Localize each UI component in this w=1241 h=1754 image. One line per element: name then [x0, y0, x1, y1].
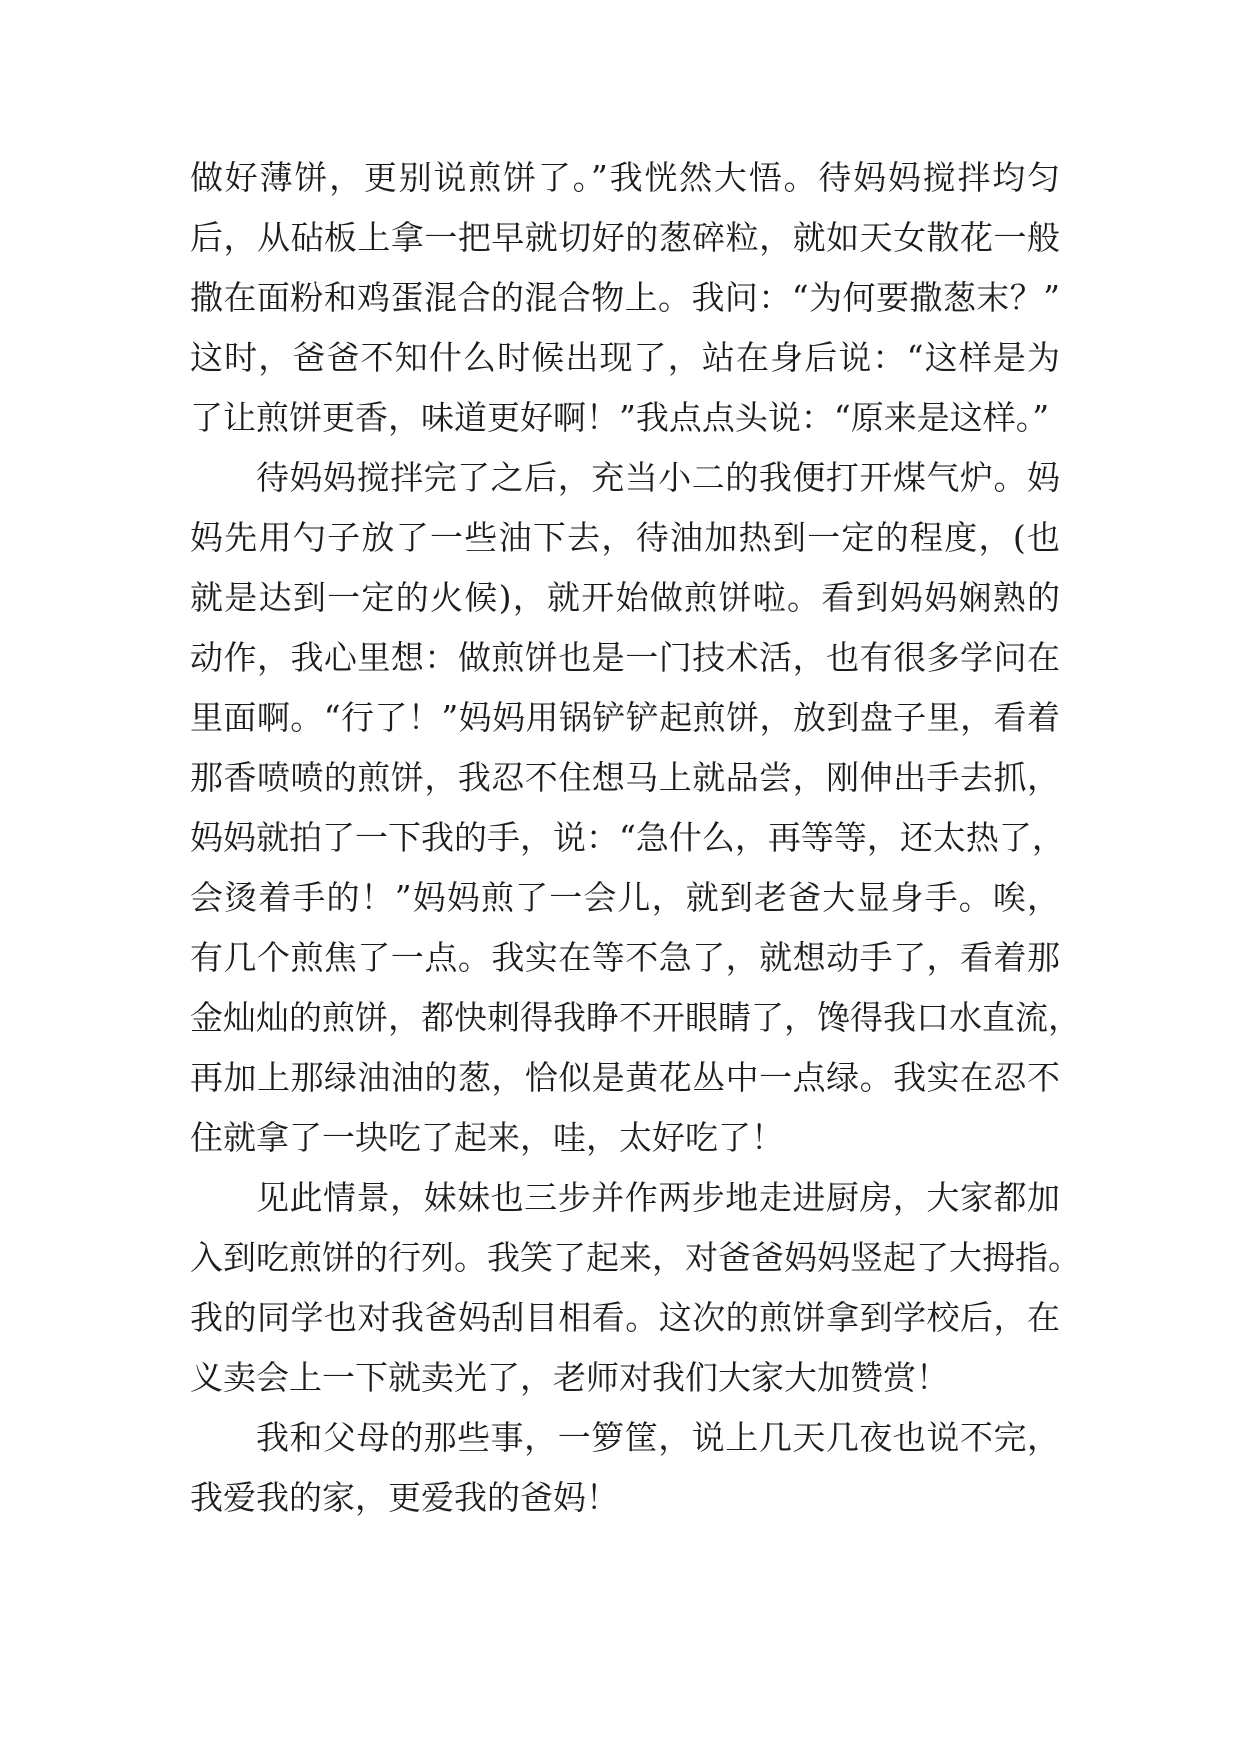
text-line: 动作，我心里想：做煎饼也是一门技术活，也有很多学问在 [190, 638, 1060, 677]
paragraph-first-line: 待妈妈搅拌完了之后，充当小二的我便打开煤气炉。妈 [256, 458, 1060, 497]
text-line: 有几个煎焦了一点。我实在等不急了，就想动手了，看着那 [190, 938, 1060, 977]
text-line: 入到吃煎饼的行列。我笑了起来，对爸爸妈妈竖起了大拇指。 [190, 1238, 1081, 1277]
text-line: 这时，爸爸不知什么时候出现了，站在身后说：“这样是为 [190, 338, 1060, 377]
text-line: 后，从砧板上拿一把早就切好的葱碎粒，就如天女散花一般 [190, 218, 1060, 257]
paragraph-first-line: 我和父母的那些事，一箩筐，说上几天几夜也说不完， [256, 1418, 1060, 1457]
text-line: 义卖会上一下就卖光了，老师对我们大家大加赞赏！ [190, 1358, 949, 1397]
text-line: 妈妈就拍了一下我的手，说：“急什么，再等等，还太热了， [190, 818, 1065, 857]
text-line: 我爱我的家，更爱我的爸妈！ [190, 1478, 619, 1517]
text-line: 里面啊。“行了！”妈妈用锅铲铲起煎饼，放到盘子里，看着 [190, 698, 1060, 737]
text-line: 了让煎饼更香，味道更好啊！”我点点头说：“原来是这样。” [190, 398, 1050, 437]
text-line: 就是达到一定的火候)，就开始做煎饼啦。看到妈妈娴熟的 [190, 578, 1060, 617]
text-line: 再加上那绿油油的葱，恰似是黄花丛中一点绿。我实在忍不 [190, 1058, 1060, 1097]
paragraph-first-line: 见此情景，妹妹也三步并作两步地走进厨房，大家都加 [256, 1178, 1060, 1217]
text-line: 做好薄饼，更别说煎饼了。”我恍然大悟。待妈妈搅拌均匀 [190, 158, 1060, 197]
text-line: 会烫着手的！”妈妈煎了一会儿，就到老爸大显身手。唉， [190, 878, 1060, 917]
text-line: 撒在面粉和鸡蛋混合的混合物上。我问：“为何要撒葱末？” [190, 278, 1060, 317]
text-line: 住就拿了一块吃了起来，哇，太好吃了！ [190, 1118, 784, 1157]
text-line: 那香喷喷的煎饼，我忍不住想马上就品尝，刚伸出手去抓， [190, 758, 1060, 797]
essay-body [190, 148, 1081, 1528]
text-line: 我的同学也对我爸妈刮目相看。这次的煎饼拿到学校后，在 [190, 1298, 1060, 1337]
text-line: 金灿灿的煎饼，都快刺得我睁不开眼睛了，馋得我口水直流， [190, 998, 1081, 1037]
text-line: 妈先用勺子放了一些油下去，待油加热到一定的程度，(也 [190, 518, 1060, 557]
